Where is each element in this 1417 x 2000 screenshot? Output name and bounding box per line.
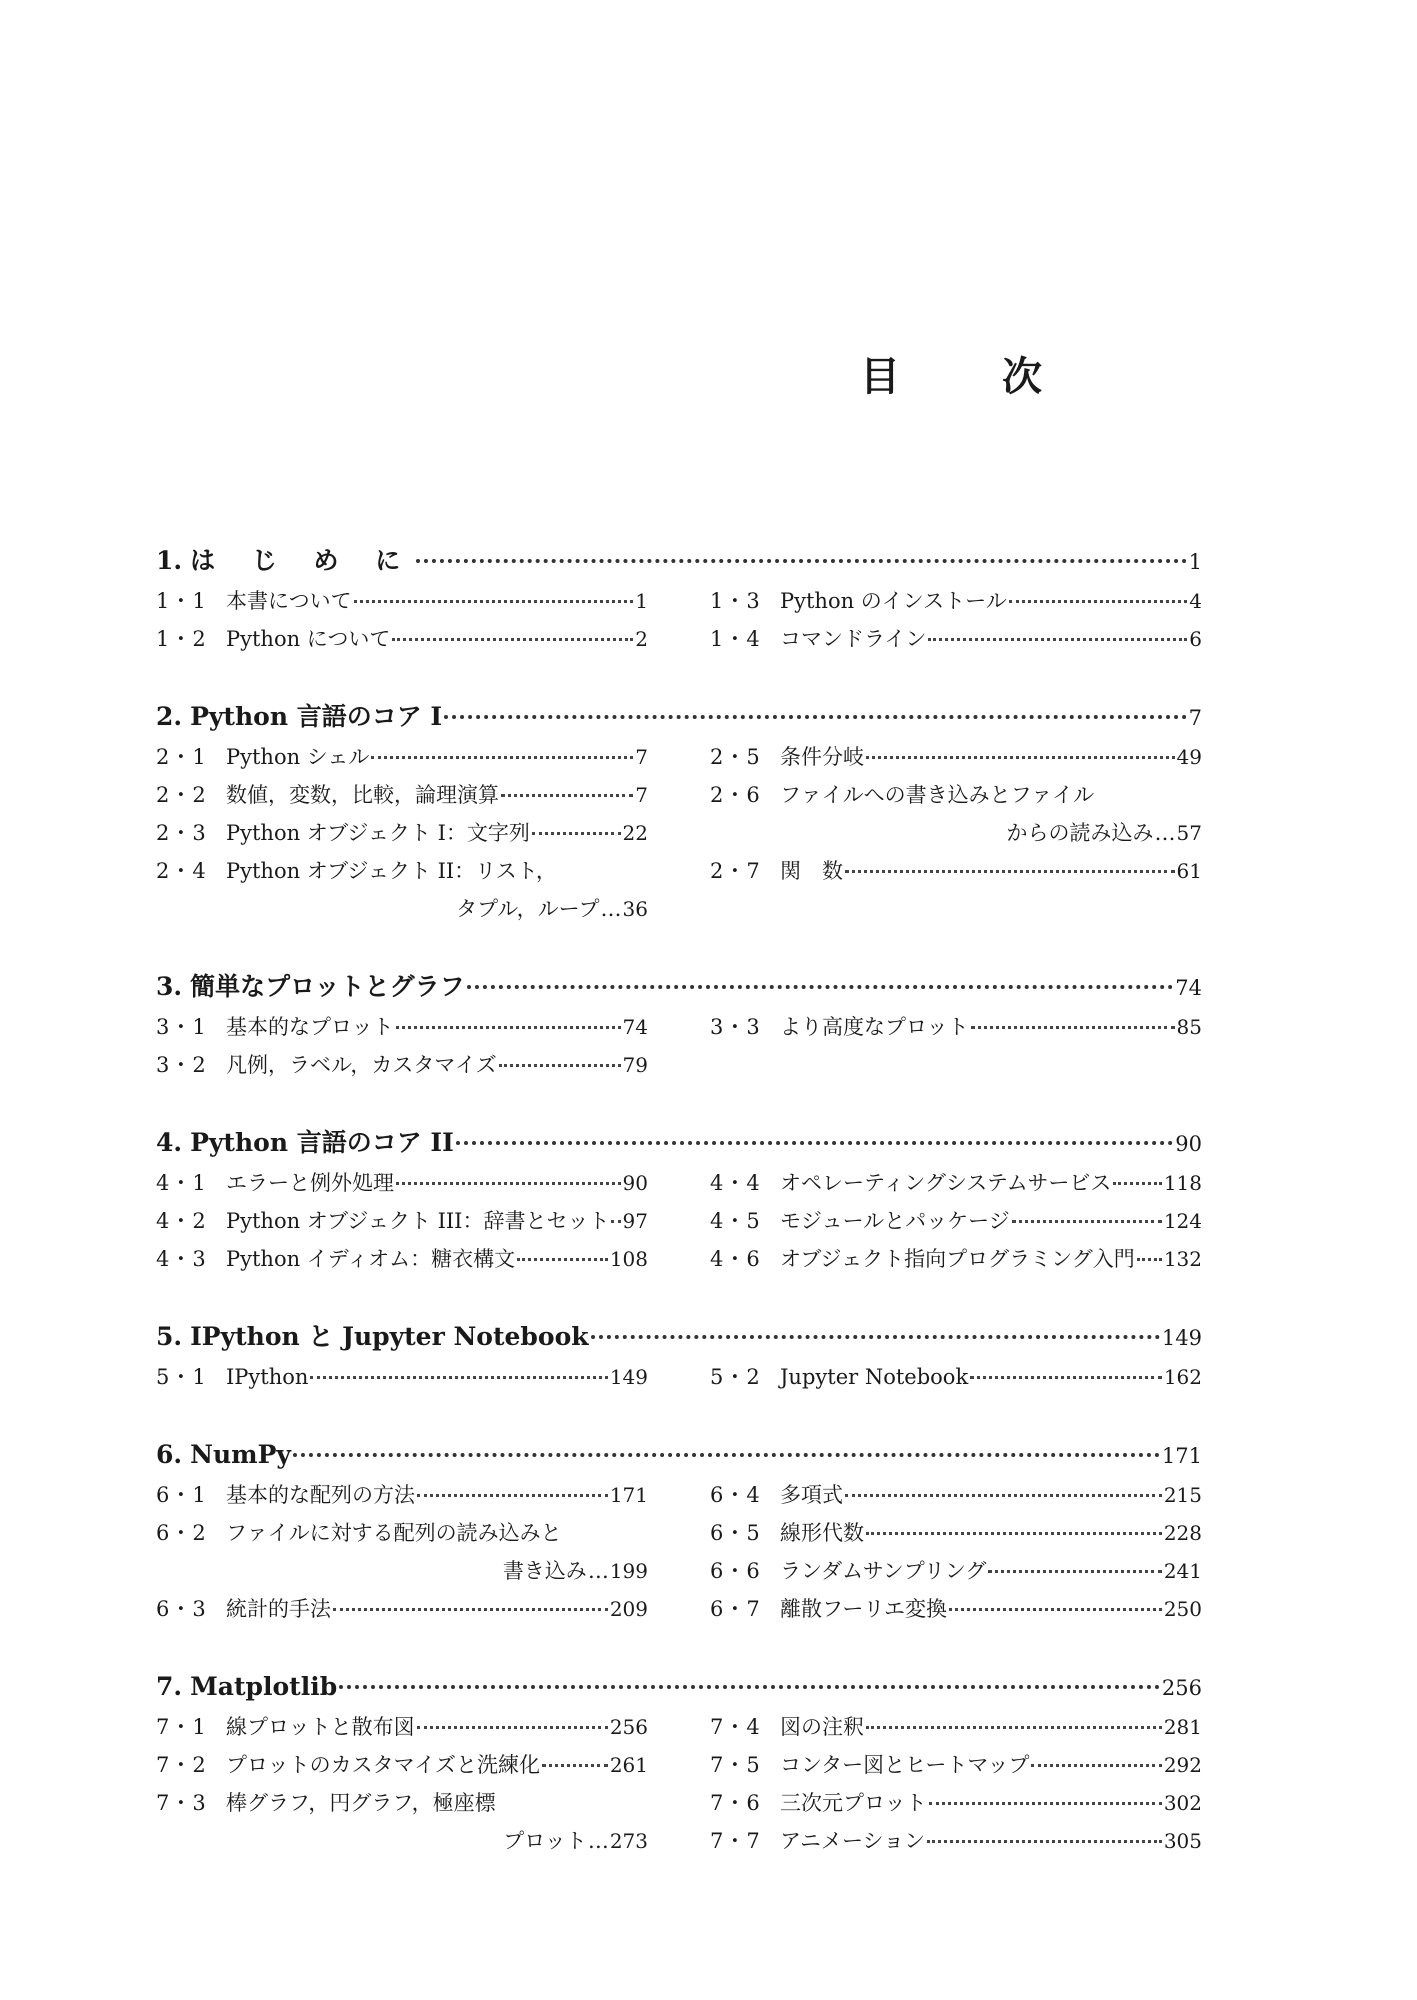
section-column-right xyxy=(710,1476,1202,1628)
section-title: プロットのカスタマイズと洗練化 xyxy=(226,1753,540,1777)
toc-entry-line xyxy=(710,852,1202,890)
section-number: 2・1 xyxy=(156,745,207,769)
dot-leader xyxy=(949,1608,1162,1611)
section-page-number: 90 xyxy=(622,1171,648,1195)
section-title: Jupyter Notebook xyxy=(780,1365,969,1389)
section-number: 3・1 xyxy=(156,1015,207,1039)
dot-leader xyxy=(333,1608,608,1611)
toc-entry[interactable] xyxy=(710,1476,1202,1514)
toc-entry[interactable] xyxy=(156,582,648,620)
toc-entry-line xyxy=(710,1476,1202,1514)
section-page-number: 241 xyxy=(1163,1559,1202,1583)
toc-entry[interactable] xyxy=(710,776,1202,852)
section-number: 2・2 xyxy=(156,783,207,807)
section-columns xyxy=(156,582,1202,658)
toc-entry-line xyxy=(156,1746,648,1784)
section-page-number: 4 xyxy=(1189,589,1202,613)
section-column-left xyxy=(156,1008,648,1084)
chapter-title: Python 言語のコア I xyxy=(190,702,443,731)
section-title: ランダムサンプリング xyxy=(780,1559,987,1583)
section-number: 7・1 xyxy=(156,1715,207,1739)
section-columns xyxy=(156,1476,1202,1628)
toc-entry[interactable] xyxy=(710,1240,1202,1278)
toc-entry[interactable] xyxy=(156,1240,648,1278)
section-column-right xyxy=(710,1358,1202,1396)
toc-entry[interactable] xyxy=(156,738,648,776)
toc-entry[interactable] xyxy=(156,1514,648,1590)
toc-entry-line xyxy=(710,1514,1202,1552)
section-column-right xyxy=(710,582,1202,658)
section-columns xyxy=(156,1164,1202,1278)
toc-entry[interactable] xyxy=(156,1202,648,1240)
section-page-number: 85 xyxy=(1176,1015,1202,1039)
chapter-title: Matplotlib xyxy=(190,1672,338,1701)
section-title: 線プロットと散布図 xyxy=(226,1715,415,1739)
dot-leader xyxy=(444,715,1187,719)
section-number: 7・7 xyxy=(710,1829,761,1853)
toc-entry-line xyxy=(710,1784,1202,1822)
dot-leader xyxy=(392,638,633,641)
dot-leader xyxy=(1009,600,1188,603)
section-title-continuation: からの読み込み xyxy=(1006,821,1154,845)
toc-entry[interactable] xyxy=(156,1708,648,1746)
section-page-number: 228 xyxy=(1163,1521,1202,1545)
toc-entry-line xyxy=(156,814,648,852)
section-columns xyxy=(156,1008,1202,1084)
section-title: 離散フーリエ変換 xyxy=(780,1597,947,1621)
toc-entry-line xyxy=(710,1552,1202,1590)
toc-entry[interactable] xyxy=(156,620,648,658)
section-number: 7・3 xyxy=(156,1791,207,1815)
toc-entry-line xyxy=(156,620,648,658)
toc-entry[interactable] xyxy=(156,776,648,814)
section-page-number: 124 xyxy=(1163,1209,1202,1233)
dot-leader xyxy=(371,756,633,759)
section-page-number: 256 xyxy=(609,1715,648,1739)
page-title-char-2: 次 xyxy=(1002,354,1042,400)
chapter-number: 7. xyxy=(156,1672,183,1701)
dot-leader xyxy=(499,1064,621,1067)
section-page-number: 7 xyxy=(635,783,648,807)
section-title: オペレーティングシステムサービス xyxy=(780,1171,1112,1195)
toc-entry[interactable] xyxy=(710,1590,1202,1628)
dot-leader xyxy=(467,985,1174,989)
dot-leader xyxy=(293,1453,1160,1457)
section-page-number: 215 xyxy=(1163,1483,1202,1507)
section-number: 4・4 xyxy=(710,1171,761,1195)
dot-leader xyxy=(927,1840,1162,1843)
dot-leader xyxy=(1137,1258,1162,1261)
toc-entry[interactable] xyxy=(710,1708,1202,1746)
toc-entry-line xyxy=(156,852,648,890)
section-title: 統計的手法 xyxy=(226,1597,331,1621)
section-page-number: 162 xyxy=(1163,1365,1202,1389)
toc-entry-line xyxy=(710,738,1202,776)
section-title: 凡例，ラベル，カスタマイズ xyxy=(226,1053,497,1077)
toc-entry-continuation xyxy=(710,814,1202,852)
dot-leader xyxy=(396,1026,621,1029)
toc-entry[interactable] xyxy=(710,1552,1202,1590)
toc-entry[interactable] xyxy=(156,1358,648,1396)
section-title: 基本的な配列の方法 xyxy=(226,1483,415,1507)
dot-leader xyxy=(354,600,634,603)
dot-leader xyxy=(866,1726,1162,1729)
chapter-section xyxy=(156,696,1202,928)
section-number: 1・1 xyxy=(156,589,207,613)
section-page-number: 132 xyxy=(1163,1247,1202,1271)
toc-entry-line xyxy=(156,582,648,620)
section-column-left xyxy=(156,1476,648,1628)
section-number: 1・2 xyxy=(156,627,207,651)
section-number: 4・6 xyxy=(710,1247,761,1271)
dot-leader xyxy=(611,1220,620,1223)
dot-leader xyxy=(339,1685,1160,1689)
section-page-number: 302 xyxy=(1163,1791,1202,1815)
section-number: 4・2 xyxy=(156,1209,207,1233)
section-title: 基本的なプロット xyxy=(226,1015,394,1039)
chapter-heading[interactable] xyxy=(156,1122,1202,1164)
ellipsis-leader: … xyxy=(587,1559,609,1583)
chapter-page-number: 74 xyxy=(1175,976,1202,1000)
toc-entry[interactable] xyxy=(156,1008,648,1046)
section-title: 棒グラフ，円グラフ，極座標 xyxy=(226,1791,496,1815)
section-column-left xyxy=(156,1164,648,1278)
toc-entry-line xyxy=(710,776,1202,814)
chapter-heading[interactable] xyxy=(156,540,1202,582)
toc-entry-line xyxy=(710,1240,1202,1278)
toc-entry-line xyxy=(156,1708,648,1746)
dot-leader xyxy=(542,1764,608,1767)
section-title: 図の注釈 xyxy=(780,1715,864,1739)
dot-leader xyxy=(866,756,1175,759)
toc-entry[interactable] xyxy=(710,1358,1202,1396)
ellipsis-leader: … xyxy=(600,897,622,921)
section-title: 本書について xyxy=(226,589,352,613)
dot-leader xyxy=(417,1726,608,1729)
chapter-page-number: 256 xyxy=(1161,1676,1202,1700)
section-number: 4・5 xyxy=(710,1209,761,1233)
chapter-section xyxy=(156,1122,1202,1278)
section-page-number: 7 xyxy=(635,745,648,769)
section-title-continuation: タプル，ループ xyxy=(456,897,600,921)
section-number: 6・4 xyxy=(710,1483,761,1507)
chapter-heading[interactable] xyxy=(156,696,1202,738)
section-page-number: 1 xyxy=(635,589,648,613)
section-page-number: 118 xyxy=(1163,1171,1202,1195)
chapter-number: 3. xyxy=(156,972,183,1001)
dot-leader xyxy=(866,1532,1162,1535)
section-title-continuation: プロット xyxy=(503,1829,587,1853)
section-number: 5・2 xyxy=(710,1365,761,1389)
dot-leader xyxy=(970,1376,1162,1379)
chapter-number: 1. xyxy=(156,546,183,575)
dot-leader xyxy=(591,1335,1160,1339)
chapter-page-number: 171 xyxy=(1161,1444,1202,1468)
toc-entry-continuation xyxy=(156,1822,648,1860)
dot-leader xyxy=(1031,1764,1161,1767)
section-number: 4・3 xyxy=(156,1247,207,1271)
section-number: 6・6 xyxy=(710,1559,761,1583)
chapter-title: Python 言語のコア II xyxy=(190,1128,454,1157)
section-column-right xyxy=(710,1708,1202,1860)
toc-entry-line xyxy=(156,738,648,776)
toc-entry[interactable] xyxy=(710,582,1202,620)
toc-entry[interactable] xyxy=(156,1046,648,1084)
toc-entry-line xyxy=(156,1008,648,1046)
section-title: 数値，変数，比較，論理演算 xyxy=(226,783,499,807)
toc-entry-line xyxy=(156,1046,648,1084)
dot-leader xyxy=(532,832,621,835)
section-number: 6・7 xyxy=(710,1597,761,1621)
chapter-section xyxy=(156,966,1202,1084)
section-title: モジュールとパッケージ xyxy=(780,1209,1010,1233)
section-number: 2・3 xyxy=(156,821,207,845)
chapter-number: 4. xyxy=(156,1128,183,1157)
section-page-number: 261 xyxy=(609,1753,648,1777)
section-title: Python について xyxy=(226,627,391,651)
dot-leader xyxy=(310,1376,607,1379)
section-title: 多項式 xyxy=(780,1483,843,1507)
section-number: 1・3 xyxy=(710,589,761,613)
chapter-heading[interactable] xyxy=(156,1434,1202,1476)
toc-entry[interactable] xyxy=(710,1822,1202,1860)
toc-entry[interactable] xyxy=(156,1164,648,1202)
section-number: 7・5 xyxy=(710,1753,761,1777)
toc-entry-line xyxy=(710,1164,1202,1202)
section-number: 1・4 xyxy=(710,627,761,651)
section-page-number: 171 xyxy=(609,1483,648,1507)
dot-leader xyxy=(1113,1182,1161,1185)
section-title-continuation: 書き込み xyxy=(502,1559,587,1583)
toc-entry-line xyxy=(156,1202,648,1240)
section-column-left xyxy=(156,738,648,928)
toc-entry-line xyxy=(156,1164,648,1202)
dot-leader xyxy=(501,794,633,797)
toc-entry-line xyxy=(710,1202,1202,1240)
dot-leader xyxy=(417,1494,608,1497)
section-title: Python シェル xyxy=(226,745,370,769)
dot-leader xyxy=(929,1802,1162,1805)
chapter-number: 5. xyxy=(156,1322,183,1351)
section-page-number: 74 xyxy=(622,1015,648,1039)
section-number: 7・2 xyxy=(156,1753,207,1777)
section-page-number: 6 xyxy=(1189,627,1202,651)
chapter-page-number: 90 xyxy=(1175,1132,1202,1156)
toc-entry-line xyxy=(710,1708,1202,1746)
toc-entry[interactable] xyxy=(156,1746,648,1784)
chapter-section xyxy=(156,1434,1202,1628)
chapter-page-number: 149 xyxy=(1161,1326,1202,1350)
section-number: 3・2 xyxy=(156,1053,207,1077)
chapter-section xyxy=(156,1316,1202,1396)
section-title: エラーと例外処理 xyxy=(226,1171,394,1195)
dot-leader xyxy=(1012,1220,1162,1223)
section-page-number: 250 xyxy=(1163,1597,1202,1621)
dot-leader xyxy=(928,638,1187,641)
section-number: 6・1 xyxy=(156,1483,207,1507)
section-columns xyxy=(156,1358,1202,1396)
toc-entry[interactable] xyxy=(710,1164,1202,1202)
section-title: Python のインストール xyxy=(780,589,1007,613)
section-number: 4・1 xyxy=(156,1171,207,1195)
dot-leader xyxy=(971,1026,1175,1029)
toc-entry-line xyxy=(710,620,1202,658)
toc-entry[interactable] xyxy=(710,620,1202,658)
toc-entry[interactable] xyxy=(156,852,648,928)
section-number: 7・4 xyxy=(710,1715,761,1739)
section-column-left xyxy=(156,1708,648,1860)
section-page-number: 305 xyxy=(1163,1829,1202,1853)
section-title: 関 数 xyxy=(780,859,843,883)
toc-entry-line xyxy=(156,1476,648,1514)
dot-leader xyxy=(456,1141,1173,1145)
section-number: 6・2 xyxy=(156,1521,207,1545)
section-title: 条件分岐 xyxy=(780,745,864,769)
section-page-number: 61 xyxy=(1176,859,1202,883)
section-page-number: 281 xyxy=(1163,1715,1202,1739)
section-title: ファイルに対する配列の読み込みと xyxy=(226,1521,562,1545)
section-page-number: 199 xyxy=(609,1559,648,1583)
section-page-number: 149 xyxy=(609,1365,648,1389)
chapter-heading[interactable] xyxy=(156,1316,1202,1358)
chapter-number: 6. xyxy=(156,1440,183,1469)
section-number: 2・4 xyxy=(156,859,207,883)
chapter-number: 2. xyxy=(156,702,183,731)
toc-entry[interactable] xyxy=(710,852,1202,890)
section-number: 3・3 xyxy=(710,1015,761,1039)
section-number: 6・5 xyxy=(710,1521,761,1545)
section-column-right xyxy=(710,738,1202,928)
section-title: オブジェクト指向プログラミング入門 xyxy=(780,1247,1135,1271)
section-title: コマンドライン xyxy=(780,627,927,651)
section-column-left xyxy=(156,582,648,658)
section-title: Python イディオム：糖衣構文 xyxy=(226,1247,516,1271)
section-page-number: 273 xyxy=(609,1829,648,1853)
section-title: ファイルへの書き込みとファイル xyxy=(780,783,1095,807)
toc-entry-line xyxy=(710,1358,1202,1396)
section-column-right xyxy=(710,1164,1202,1278)
toc-entry-continuation xyxy=(156,890,648,928)
section-title: コンター図とヒートマップ xyxy=(780,1753,1030,1777)
toc-entry-line xyxy=(710,582,1202,620)
section-number: 2・5 xyxy=(710,745,761,769)
toc-entry[interactable] xyxy=(156,1476,648,1514)
dot-leader xyxy=(988,1570,1161,1573)
toc-entry-line xyxy=(156,1240,648,1278)
dot-leader xyxy=(416,559,1186,563)
table-of-contents xyxy=(156,540,1202,1898)
ellipsis-leader: … xyxy=(587,1829,609,1853)
dot-leader xyxy=(845,870,1175,873)
section-title: Python オブジェクト II：リスト， xyxy=(226,859,557,883)
section-title: 線形代数 xyxy=(780,1521,864,1545)
toc-entry-line xyxy=(710,1590,1202,1628)
chapter-heading[interactable] xyxy=(156,966,1202,1008)
section-page-number: 49 xyxy=(1176,745,1202,769)
dot-leader xyxy=(517,1258,608,1261)
dot-leader xyxy=(396,1182,621,1185)
section-columns xyxy=(156,738,1202,928)
toc-entry-line xyxy=(156,776,648,814)
toc-entry[interactable] xyxy=(710,1514,1202,1552)
section-page-number: 292 xyxy=(1163,1753,1202,1777)
section-number: 2・6 xyxy=(710,783,761,807)
section-columns xyxy=(156,1708,1202,1860)
section-number: 5・1 xyxy=(156,1365,207,1389)
toc-entry-continuation xyxy=(156,1552,648,1590)
section-title: Python オブジェクト I：文字列 xyxy=(226,821,530,845)
section-number: 2・7 xyxy=(710,859,761,883)
toc-entry-line xyxy=(710,1822,1202,1860)
section-page-number: 79 xyxy=(622,1053,648,1077)
page-title-char-1: 目 xyxy=(860,354,900,400)
toc-entry[interactable] xyxy=(710,1008,1202,1046)
section-page-number: 22 xyxy=(622,821,648,845)
chapter-title: NumPy xyxy=(190,1440,291,1469)
section-title: 三次元プロット xyxy=(780,1791,927,1815)
toc-entry-line xyxy=(710,1746,1202,1784)
chapter-heading[interactable] xyxy=(156,1666,1202,1708)
chapter-title: 簡単なプロットとグラフ xyxy=(190,972,465,1001)
toc-entry[interactable] xyxy=(710,1784,1202,1822)
section-column-left xyxy=(156,1358,648,1396)
toc-entry[interactable] xyxy=(710,1746,1202,1784)
section-page-number: 209 xyxy=(609,1597,648,1621)
chapter-page-number: 7 xyxy=(1188,706,1202,730)
section-page-number: 2 xyxy=(635,627,648,651)
section-title: Python オブジェクト III：辞書とセット xyxy=(226,1209,610,1233)
toc-entry[interactable] xyxy=(710,1202,1202,1240)
section-page-number: 36 xyxy=(622,897,648,921)
dot-leader xyxy=(845,1494,1162,1497)
toc-entry[interactable] xyxy=(710,738,1202,776)
toc-entry[interactable] xyxy=(156,1784,648,1860)
ellipsis-leader: … xyxy=(1154,821,1176,845)
chapter-title: IPython と Jupyter Notebook xyxy=(190,1322,589,1351)
page-title xyxy=(860,345,1042,402)
section-number: 7・6 xyxy=(710,1791,761,1815)
section-title: アニメーション xyxy=(780,1829,926,1853)
section-page-number: 57 xyxy=(1176,821,1202,845)
section-title: IPython xyxy=(226,1365,309,1389)
toc-entry[interactable] xyxy=(156,1590,648,1628)
section-column-right xyxy=(710,1008,1202,1084)
section-page-number: 97 xyxy=(622,1209,648,1233)
section-page-number: 108 xyxy=(609,1247,648,1271)
section-title: より高度なプロット xyxy=(780,1015,969,1039)
toc-entry[interactable] xyxy=(156,814,648,852)
section-number: 6・3 xyxy=(156,1597,207,1621)
toc-entry-line xyxy=(156,1590,648,1628)
toc-entry-line xyxy=(156,1514,648,1552)
toc-entry-line xyxy=(710,1008,1202,1046)
chapter-title: は じ め に xyxy=(190,546,415,575)
chapter-section xyxy=(156,1666,1202,1860)
toc-entry-line xyxy=(156,1784,648,1822)
chapter-section xyxy=(156,540,1202,658)
chapter-page-number: 1 xyxy=(1188,550,1202,574)
toc-entry-line xyxy=(156,1358,648,1396)
